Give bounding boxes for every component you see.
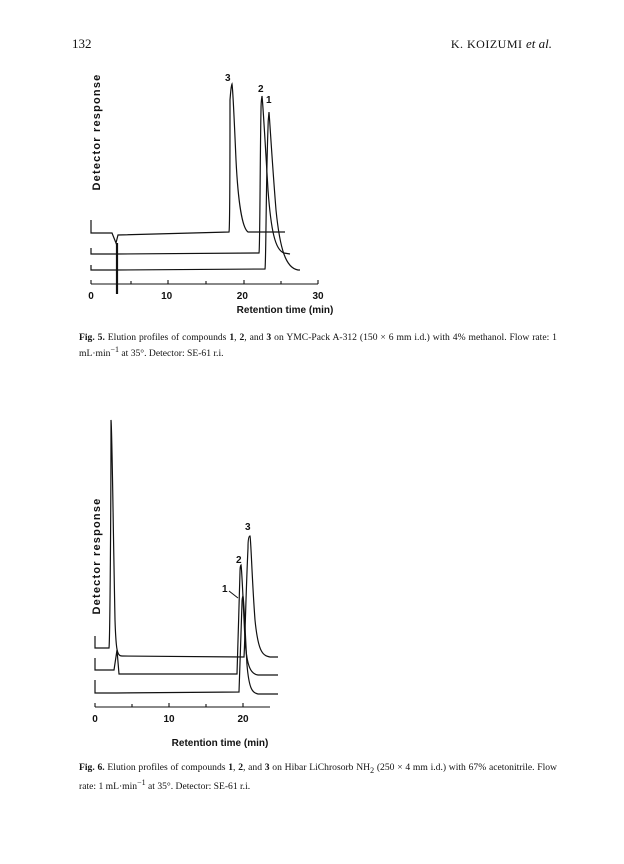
caption-5-compound-3: 3 bbox=[266, 332, 272, 343]
figure-6-caption bbox=[79, 762, 557, 793]
fig6-label-1-arrow bbox=[229, 591, 238, 598]
caption-5-label: Fig. 5. bbox=[79, 332, 105, 343]
caption-6-sub: 2 bbox=[370, 765, 375, 775]
caption-6-text-1: Elution profiles of compounds bbox=[104, 762, 229, 773]
figure-6-chart bbox=[0, 410, 624, 750]
figure-5-x-axis bbox=[91, 280, 318, 284]
caption-6-sup: −1 bbox=[137, 777, 146, 787]
caption-5-compound-1: 1 bbox=[229, 332, 235, 343]
caption-6-text-2: , bbox=[233, 762, 239, 773]
caption-5-sup: −1 bbox=[110, 345, 119, 354]
caption-5-text-1: Elution profiles of compounds bbox=[104, 332, 230, 343]
figure-5-tick-labels bbox=[88, 291, 324, 302]
x-tick-label: 20 bbox=[237, 714, 249, 725]
fig6-peak-label-2: 2 bbox=[236, 555, 242, 566]
figure-6-traces bbox=[95, 420, 278, 694]
figure-5-caption bbox=[79, 332, 557, 360]
x-tick-label: 0 bbox=[88, 291, 94, 302]
trace-1-line bbox=[95, 596, 278, 694]
trace-3-line bbox=[91, 84, 285, 243]
caption-5-text-3: , and bbox=[244, 332, 267, 343]
running-head bbox=[451, 36, 552, 52]
figure-5-traces bbox=[91, 84, 300, 294]
caption-5-text-2: , bbox=[234, 332, 240, 343]
caption-6-text-4: on Hibar LiChrosorb NH bbox=[269, 762, 371, 773]
caption-5-compound-2: 2 bbox=[239, 332, 245, 343]
caption-6-label: Fig. 6. bbox=[79, 762, 105, 773]
x-tick-label: 30 bbox=[312, 291, 324, 302]
figure-6-xlabel: Retention time (min) bbox=[171, 738, 269, 749]
caption-6-text-6: at 35°. Detector: SE-61 r.i. bbox=[145, 781, 251, 793]
caption-6-compound-1: 1 bbox=[228, 762, 234, 773]
caption-6-compound-3: 3 bbox=[264, 762, 270, 773]
figure-5-ylabel: Detector response bbox=[91, 73, 103, 191]
running-head-author: K. KOIZUMI bbox=[450, 37, 523, 51]
fig6-peak-label-1: 1 bbox=[222, 584, 228, 595]
trace-2-line bbox=[91, 96, 290, 254]
page-number: 132 bbox=[72, 36, 92, 51]
trace-2-line bbox=[95, 565, 278, 675]
fig6-peak-label-3: 3 bbox=[245, 522, 251, 533]
caption-6-text-3: , and bbox=[242, 762, 265, 773]
x-tick-label: 0 bbox=[92, 714, 98, 725]
figure-5-chart bbox=[0, 60, 624, 320]
fig5-peak-label-1: 1 bbox=[266, 95, 272, 106]
figure-6-tick-labels bbox=[92, 714, 249, 725]
caption-6-text-5: (250 × 4 mm i.d.) with 67% acetonitrile. Flow rate: 1 mL·min bbox=[79, 762, 557, 793]
caption-5-text-4: on YMC-Pack A-312 (150 × 6 mm i.d.) with 4% methanol. Flow rate: 1 mL·min bbox=[79, 332, 557, 360]
figure-6-ylabel: Detector response bbox=[91, 497, 103, 615]
x-tick-label: 20 bbox=[236, 291, 248, 302]
fig5-peak-label-3: 3 bbox=[225, 73, 231, 84]
caption-5-text-5: at 35°. Detector: SE-61 r.i. bbox=[118, 348, 224, 360]
figure-6-x-axis bbox=[95, 703, 270, 707]
trace-3-line bbox=[95, 420, 278, 657]
x-tick-label: 10 bbox=[161, 291, 173, 302]
x-tick-label: 10 bbox=[163, 714, 175, 725]
figure-5-xlabel: Retention time (min) bbox=[236, 305, 334, 316]
caption-6-compound-2: 2 bbox=[238, 762, 243, 773]
running-head-suffix: et al. bbox=[526, 36, 552, 51]
fig5-peak-label-2: 2 bbox=[258, 84, 264, 95]
